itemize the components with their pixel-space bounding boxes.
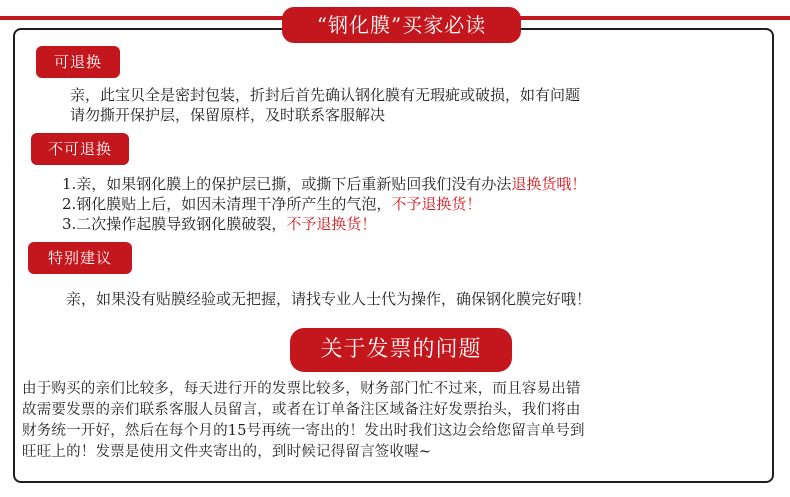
invoice-line-2: 故需要发票的亲们联系客服人员留言，或者在订单备注区域备注好发票抬头，我们将由: [22, 402, 581, 418]
non-returnable-item-1-highlight: 退换货哦！: [511, 175, 587, 193]
invoice-title: 关于发票的问题: [290, 328, 512, 372]
non-returnable-item-2: [62, 193, 481, 215]
non-returnable-tag: 不可退换: [31, 133, 129, 165]
suggestion-tag: 特别建议: [28, 242, 132, 274]
invoice-line-4: 旺旺上的！发票是使用文件夹寄出的，到时候记得留言签收喔~: [22, 444, 432, 460]
non-returnable-item-3: [62, 213, 376, 235]
returnable-line-2: 请勿撕开保护层，保留原样，及时联系客服解决: [70, 106, 386, 124]
suggestion-text: 亲，如果没有贴膜经验或无把握，请找专业人士代为操作，确保钢化膜完好哦！: [66, 290, 592, 308]
page-title: “钢化膜”买家必读: [282, 7, 521, 43]
invoice-line-3: 财务统一开好，然后在每个月的15号再统一寄出的！发出时我们这边会给您留言单号到: [22, 423, 585, 439]
non-returnable-item-2-highlight: 不予退换货！: [391, 195, 482, 213]
returnable-line-1: 亲，此宝贝全是密封包装，折封后首先确认钢化膜有无瑕疵或破损，如有问题: [70, 86, 581, 104]
non-returnable-item-1-text: 1.亲，如果钢化膜上的保护层已撕，或撕下后重新贴回我们没有办法: [62, 175, 512, 193]
non-returnable-item-1: [62, 173, 586, 195]
non-returnable-item-3-highlight: 不予退换货！: [286, 215, 377, 233]
invoice-line-1: 由于购买的亲们比较多，每天进行开的发票比较多，财务部门忙不过来，而且容易出错: [22, 381, 581, 397]
returnable-tag: 可退换: [36, 46, 120, 78]
non-returnable-item-3-text: 3.二次操作起膜导致钢化膜破裂，: [62, 215, 287, 233]
non-returnable-item-2-text: 2.钢化膜贴上后，如因未清理干净所产生的气泡，: [62, 195, 392, 213]
